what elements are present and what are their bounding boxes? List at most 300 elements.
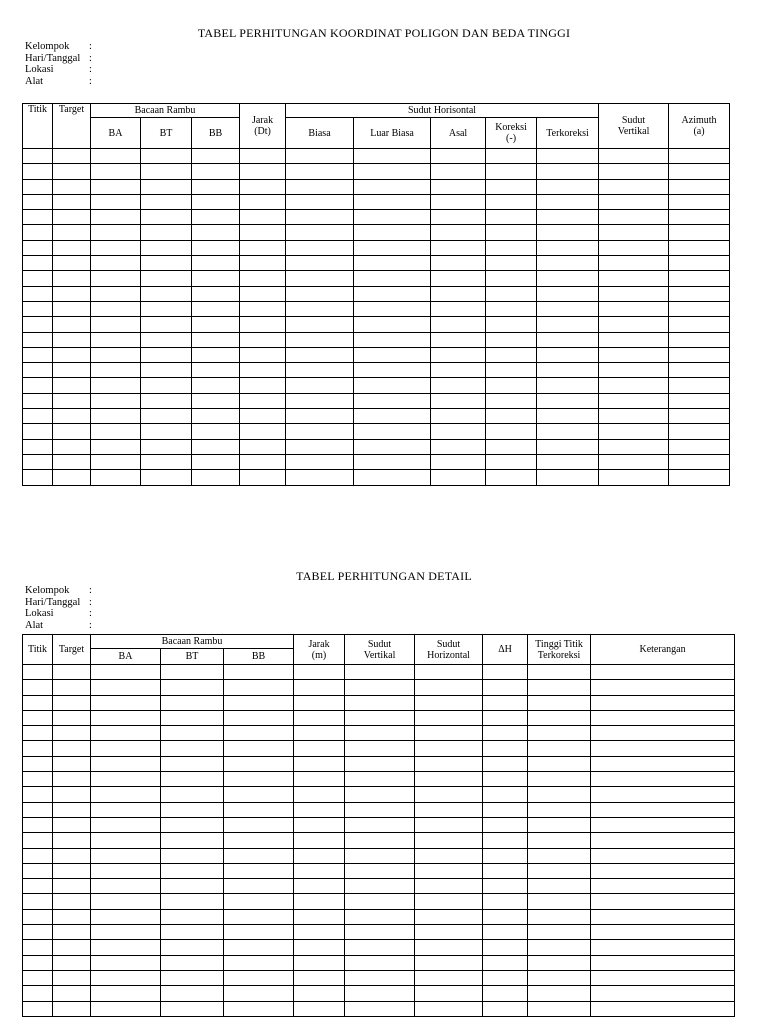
table-cell[interactable] <box>23 149 53 164</box>
table-cell[interactable] <box>23 955 53 970</box>
table-cell[interactable] <box>354 225 431 240</box>
table-cell[interactable] <box>286 332 354 347</box>
table-cell[interactable] <box>192 240 240 255</box>
table-cell[interactable] <box>192 271 240 286</box>
table-cell[interactable] <box>23 271 53 286</box>
table-cell[interactable] <box>240 179 286 194</box>
table-cell[interactable] <box>224 665 294 680</box>
table-cell[interactable] <box>415 1001 483 1016</box>
table-cell[interactable] <box>528 848 591 863</box>
table-cell[interactable] <box>53 271 91 286</box>
table-cell[interactable] <box>53 710 91 725</box>
table-cell[interactable] <box>240 409 286 424</box>
table-cell[interactable] <box>354 301 431 316</box>
table-cell[interactable] <box>354 363 431 378</box>
table-cell[interactable] <box>53 256 91 271</box>
table-cell[interactable] <box>294 986 345 1001</box>
table-cell[interactable] <box>240 363 286 378</box>
table-cell[interactable] <box>286 286 354 301</box>
table-cell[interactable] <box>669 317 730 332</box>
table-cell[interactable] <box>240 378 286 393</box>
table-cell[interactable] <box>141 409 192 424</box>
table-cell[interactable] <box>415 787 483 802</box>
table-cell[interactable] <box>528 986 591 1001</box>
table-cell[interactable] <box>669 378 730 393</box>
table-cell[interactable] <box>528 802 591 817</box>
table-cell[interactable] <box>23 256 53 271</box>
table-cell[interactable] <box>91 301 141 316</box>
table-cell[interactable] <box>161 848 224 863</box>
table-cell[interactable] <box>431 286 486 301</box>
table-cell[interactable] <box>599 393 669 408</box>
table-cell[interactable] <box>528 879 591 894</box>
table-cell[interactable] <box>415 879 483 894</box>
table-cell[interactable] <box>224 940 294 955</box>
table-cell[interactable] <box>286 424 354 439</box>
table-cell[interactable] <box>91 256 141 271</box>
table-cell[interactable] <box>192 256 240 271</box>
table-cell[interactable] <box>591 955 735 970</box>
table-cell[interactable] <box>161 970 224 985</box>
table-cell[interactable] <box>483 879 528 894</box>
table-cell[interactable] <box>286 210 354 225</box>
table-cell[interactable] <box>91 833 161 848</box>
table-cell[interactable] <box>23 741 53 756</box>
table-cell[interactable] <box>192 194 240 209</box>
table-cell[interactable] <box>415 665 483 680</box>
table-cell[interactable] <box>91 332 141 347</box>
table-cell[interactable] <box>23 894 53 909</box>
table-cell[interactable] <box>528 940 591 955</box>
table-cell[interactable] <box>294 802 345 817</box>
table-cell[interactable] <box>91 454 141 469</box>
table-cell[interactable] <box>240 286 286 301</box>
table-cell[interactable] <box>53 833 91 848</box>
table-cell[interactable] <box>486 439 537 454</box>
table-cell[interactable] <box>345 848 415 863</box>
table-cell[interactable] <box>486 363 537 378</box>
table-cell[interactable] <box>286 240 354 255</box>
table-cell[interactable] <box>91 363 141 378</box>
table-cell[interactable] <box>483 726 528 741</box>
table-cell[interactable] <box>91 179 141 194</box>
table-cell[interactable] <box>286 454 354 469</box>
table-cell[interactable] <box>528 665 591 680</box>
table-cell[interactable] <box>528 817 591 832</box>
table-cell[interactable] <box>240 256 286 271</box>
table-cell[interactable] <box>53 986 91 1001</box>
table-cell[interactable] <box>161 955 224 970</box>
table-cell[interactable] <box>23 179 53 194</box>
table-cell[interactable] <box>528 726 591 741</box>
table-cell[interactable] <box>431 179 486 194</box>
table-cell[interactable] <box>483 833 528 848</box>
table-cell[interactable] <box>591 695 735 710</box>
table-cell[interactable] <box>431 225 486 240</box>
table-cell[interactable] <box>345 680 415 695</box>
table-cell[interactable] <box>591 817 735 832</box>
table-cell[interactable] <box>141 439 192 454</box>
table-cell[interactable] <box>528 680 591 695</box>
table-cell[interactable] <box>141 210 192 225</box>
table-cell[interactable] <box>91 317 141 332</box>
table-cell[interactable] <box>415 726 483 741</box>
table-cell[interactable] <box>53 848 91 863</box>
table-cell[interactable] <box>294 909 345 924</box>
table-cell[interactable] <box>431 454 486 469</box>
table-cell[interactable] <box>528 955 591 970</box>
table-cell[interactable] <box>192 332 240 347</box>
table-cell[interactable] <box>240 149 286 164</box>
table-cell[interactable] <box>537 225 599 240</box>
table-cell[interactable] <box>53 695 91 710</box>
table-cell[interactable] <box>294 772 345 787</box>
table-cell[interactable] <box>431 256 486 271</box>
table-cell[interactable] <box>286 378 354 393</box>
table-cell[interactable] <box>141 301 192 316</box>
table-cell[interactable] <box>161 710 224 725</box>
table-cell[interactable] <box>354 240 431 255</box>
table-cell[interactable] <box>23 756 53 771</box>
table-cell[interactable] <box>23 665 53 680</box>
table-cell[interactable] <box>354 378 431 393</box>
table-cell[interactable] <box>431 347 486 362</box>
table-cell[interactable] <box>91 439 141 454</box>
table-cell[interactable] <box>415 955 483 970</box>
table-cell[interactable] <box>669 271 730 286</box>
table-cell[interactable] <box>483 756 528 771</box>
table-cell[interactable] <box>141 317 192 332</box>
table-cell[interactable] <box>224 817 294 832</box>
table-cell[interactable] <box>537 164 599 179</box>
table-cell[interactable] <box>23 332 53 347</box>
table-cell[interactable] <box>91 680 161 695</box>
table-cell[interactable] <box>91 378 141 393</box>
table-cell[interactable] <box>141 271 192 286</box>
table-cell[interactable] <box>669 210 730 225</box>
table-cell[interactable] <box>599 424 669 439</box>
table-cell[interactable] <box>486 317 537 332</box>
table-cell[interactable] <box>354 454 431 469</box>
table-cell[interactable] <box>669 393 730 408</box>
table-cell[interactable] <box>483 894 528 909</box>
table-cell[interactable] <box>591 894 735 909</box>
table-cell[interactable] <box>23 787 53 802</box>
table-cell[interactable] <box>345 970 415 985</box>
table-cell[interactable] <box>591 710 735 725</box>
table-cell[interactable] <box>415 817 483 832</box>
table-cell[interactable] <box>431 240 486 255</box>
table-cell[interactable] <box>91 772 161 787</box>
table-cell[interactable] <box>224 909 294 924</box>
table-cell[interactable] <box>224 741 294 756</box>
table-cell[interactable] <box>294 925 345 940</box>
table-cell[interactable] <box>345 665 415 680</box>
table-cell[interactable] <box>669 424 730 439</box>
table-cell[interactable] <box>599 286 669 301</box>
table-cell[interactable] <box>23 363 53 378</box>
table-cell[interactable] <box>599 347 669 362</box>
table-cell[interactable] <box>23 940 53 955</box>
table-cell[interactable] <box>141 470 192 485</box>
table-cell[interactable] <box>224 863 294 878</box>
table-cell[interactable] <box>591 680 735 695</box>
table-cell[interactable] <box>591 741 735 756</box>
table-cell[interactable] <box>591 665 735 680</box>
table-cell[interactable] <box>294 756 345 771</box>
table-cell[interactable] <box>53 301 91 316</box>
table-cell[interactable] <box>53 347 91 362</box>
table-cell[interactable] <box>345 833 415 848</box>
table-cell[interactable] <box>431 363 486 378</box>
table-cell[interactable] <box>486 393 537 408</box>
table-cell[interactable] <box>286 393 354 408</box>
table-cell[interactable] <box>431 393 486 408</box>
table-cell[interactable] <box>528 741 591 756</box>
table-cell[interactable] <box>483 986 528 1001</box>
table-cell[interactable] <box>91 970 161 985</box>
table-cell[interactable] <box>23 680 53 695</box>
table-cell[interactable] <box>224 787 294 802</box>
table-cell[interactable] <box>528 909 591 924</box>
table-cell[interactable] <box>486 256 537 271</box>
table-cell[interactable] <box>53 470 91 485</box>
table-cell[interactable] <box>141 194 192 209</box>
table-cell[interactable] <box>483 817 528 832</box>
table-cell[interactable] <box>294 970 345 985</box>
table-cell[interactable] <box>224 680 294 695</box>
table-cell[interactable] <box>294 894 345 909</box>
table-cell[interactable] <box>537 409 599 424</box>
table-cell[interactable] <box>415 986 483 1001</box>
table-cell[interactable] <box>431 149 486 164</box>
table-cell[interactable] <box>53 409 91 424</box>
table-cell[interactable] <box>537 210 599 225</box>
table-cell[interactable] <box>483 940 528 955</box>
table-cell[interactable] <box>53 741 91 756</box>
table-cell[interactable] <box>294 787 345 802</box>
table-cell[interactable] <box>431 470 486 485</box>
table-cell[interactable] <box>599 210 669 225</box>
table-cell[interactable] <box>161 741 224 756</box>
table-cell[interactable] <box>286 470 354 485</box>
table-cell[interactable] <box>669 439 730 454</box>
table-cell[interactable] <box>294 665 345 680</box>
table-cell[interactable] <box>53 194 91 209</box>
table-cell[interactable] <box>345 756 415 771</box>
table-cell[interactable] <box>161 1001 224 1016</box>
table-cell[interactable] <box>240 347 286 362</box>
table-cell[interactable] <box>537 317 599 332</box>
table-cell[interactable] <box>23 909 53 924</box>
table-cell[interactable] <box>528 1001 591 1016</box>
table-cell[interactable] <box>91 164 141 179</box>
table-cell[interactable] <box>431 210 486 225</box>
table-cell[interactable] <box>224 710 294 725</box>
table-cell[interactable] <box>483 1001 528 1016</box>
table-cell[interactable] <box>286 409 354 424</box>
table-cell[interactable] <box>91 817 161 832</box>
table-cell[interactable] <box>591 970 735 985</box>
table-cell[interactable] <box>23 454 53 469</box>
table-cell[interactable] <box>286 363 354 378</box>
table-cell[interactable] <box>591 802 735 817</box>
table-cell[interactable] <box>294 848 345 863</box>
table-cell[interactable] <box>669 256 730 271</box>
table-cell[interactable] <box>161 802 224 817</box>
table-cell[interactable] <box>669 240 730 255</box>
table-cell[interactable] <box>192 179 240 194</box>
table-cell[interactable] <box>286 301 354 316</box>
table-cell[interactable] <box>537 179 599 194</box>
table-cell[interactable] <box>354 164 431 179</box>
table-cell[interactable] <box>415 802 483 817</box>
table-cell[interactable] <box>141 347 192 362</box>
table-cell[interactable] <box>91 925 161 940</box>
table-cell[interactable] <box>591 848 735 863</box>
table-cell[interactable] <box>224 970 294 985</box>
table-cell[interactable] <box>483 787 528 802</box>
table-cell[interactable] <box>599 256 669 271</box>
table-cell[interactable] <box>224 802 294 817</box>
table-cell[interactable] <box>591 909 735 924</box>
table-cell[interactable] <box>537 424 599 439</box>
table-cell[interactable] <box>23 970 53 985</box>
table-cell[interactable] <box>486 210 537 225</box>
table-cell[interactable] <box>53 332 91 347</box>
table-cell[interactable] <box>23 378 53 393</box>
table-cell[interactable] <box>224 986 294 1001</box>
table-cell[interactable] <box>53 879 91 894</box>
table-cell[interactable] <box>161 879 224 894</box>
table-cell[interactable] <box>286 256 354 271</box>
table-cell[interactable] <box>23 240 53 255</box>
table-cell[interactable] <box>161 909 224 924</box>
table-cell[interactable] <box>294 879 345 894</box>
table-cell[interactable] <box>91 710 161 725</box>
table-cell[interactable] <box>528 894 591 909</box>
table-cell[interactable] <box>91 695 161 710</box>
table-cell[interactable] <box>528 756 591 771</box>
table-cell[interactable] <box>53 726 91 741</box>
table-cell[interactable] <box>294 1001 345 1016</box>
table-cell[interactable] <box>599 332 669 347</box>
table-cell[interactable] <box>240 424 286 439</box>
table-cell[interactable] <box>91 393 141 408</box>
table-cell[interactable] <box>91 409 141 424</box>
table-cell[interactable] <box>23 848 53 863</box>
table-cell[interactable] <box>23 802 53 817</box>
table-cell[interactable] <box>415 970 483 985</box>
table-cell[interactable] <box>345 925 415 940</box>
table-cell[interactable] <box>23 470 53 485</box>
table-cell[interactable] <box>345 741 415 756</box>
table-cell[interactable] <box>528 710 591 725</box>
table-cell[interactable] <box>431 194 486 209</box>
table-cell[interactable] <box>23 833 53 848</box>
table-cell[interactable] <box>23 194 53 209</box>
table-cell[interactable] <box>286 149 354 164</box>
table-cell[interactable] <box>53 225 91 240</box>
table-cell[interactable] <box>599 164 669 179</box>
table-cell[interactable] <box>599 179 669 194</box>
table-cell[interactable] <box>537 301 599 316</box>
table-cell[interactable] <box>53 317 91 332</box>
table-cell[interactable] <box>599 149 669 164</box>
table-cell[interactable] <box>486 164 537 179</box>
table-cell[interactable] <box>345 710 415 725</box>
table-cell[interactable] <box>669 179 730 194</box>
table-cell[interactable] <box>286 179 354 194</box>
table-cell[interactable] <box>483 680 528 695</box>
table-cell[interactable] <box>286 164 354 179</box>
table-cell[interactable] <box>91 848 161 863</box>
table-cell[interactable] <box>537 256 599 271</box>
table-cell[interactable] <box>240 454 286 469</box>
table-cell[interactable] <box>669 301 730 316</box>
table-cell[interactable] <box>161 833 224 848</box>
table-cell[interactable] <box>669 225 730 240</box>
table-cell[interactable] <box>91 879 161 894</box>
table-cell[interactable] <box>53 940 91 955</box>
table-cell[interactable] <box>53 970 91 985</box>
table-cell[interactable] <box>345 817 415 832</box>
table-cell[interactable] <box>431 378 486 393</box>
table-cell[interactable] <box>192 164 240 179</box>
table-cell[interactable] <box>91 741 161 756</box>
table-cell[interactable] <box>192 378 240 393</box>
table-cell[interactable] <box>91 347 141 362</box>
table-cell[interactable] <box>161 940 224 955</box>
table-cell[interactable] <box>192 424 240 439</box>
table-cell[interactable] <box>345 879 415 894</box>
table-cell[interactable] <box>528 863 591 878</box>
table-cell[interactable] <box>91 909 161 924</box>
table-cell[interactable] <box>345 695 415 710</box>
table-cell[interactable] <box>345 955 415 970</box>
table-cell[interactable] <box>354 470 431 485</box>
table-cell[interactable] <box>345 986 415 1001</box>
table-cell[interactable] <box>669 164 730 179</box>
table-cell[interactable] <box>591 940 735 955</box>
table-cell[interactable] <box>192 470 240 485</box>
table-cell[interactable] <box>23 301 53 316</box>
table-cell[interactable] <box>161 756 224 771</box>
table-cell[interactable] <box>431 164 486 179</box>
table-cell[interactable] <box>23 317 53 332</box>
table-cell[interactable] <box>192 149 240 164</box>
table-cell[interactable] <box>415 680 483 695</box>
table-cell[interactable] <box>486 332 537 347</box>
table-cell[interactable] <box>240 439 286 454</box>
table-cell[interactable] <box>141 424 192 439</box>
table-cell[interactable] <box>354 179 431 194</box>
table-cell[interactable] <box>141 454 192 469</box>
table-cell[interactable] <box>528 787 591 802</box>
table-cell[interactable] <box>528 772 591 787</box>
table-cell[interactable] <box>91 665 161 680</box>
table-cell[interactable] <box>23 710 53 725</box>
table-cell[interactable] <box>286 194 354 209</box>
table-cell[interactable] <box>599 454 669 469</box>
table-cell[interactable] <box>599 378 669 393</box>
table-cell[interactable] <box>91 955 161 970</box>
table-cell[interactable] <box>91 986 161 1001</box>
table-cell[interactable] <box>345 863 415 878</box>
table-cell[interactable] <box>224 756 294 771</box>
table-cell[interactable] <box>415 695 483 710</box>
table-cell[interactable] <box>415 741 483 756</box>
